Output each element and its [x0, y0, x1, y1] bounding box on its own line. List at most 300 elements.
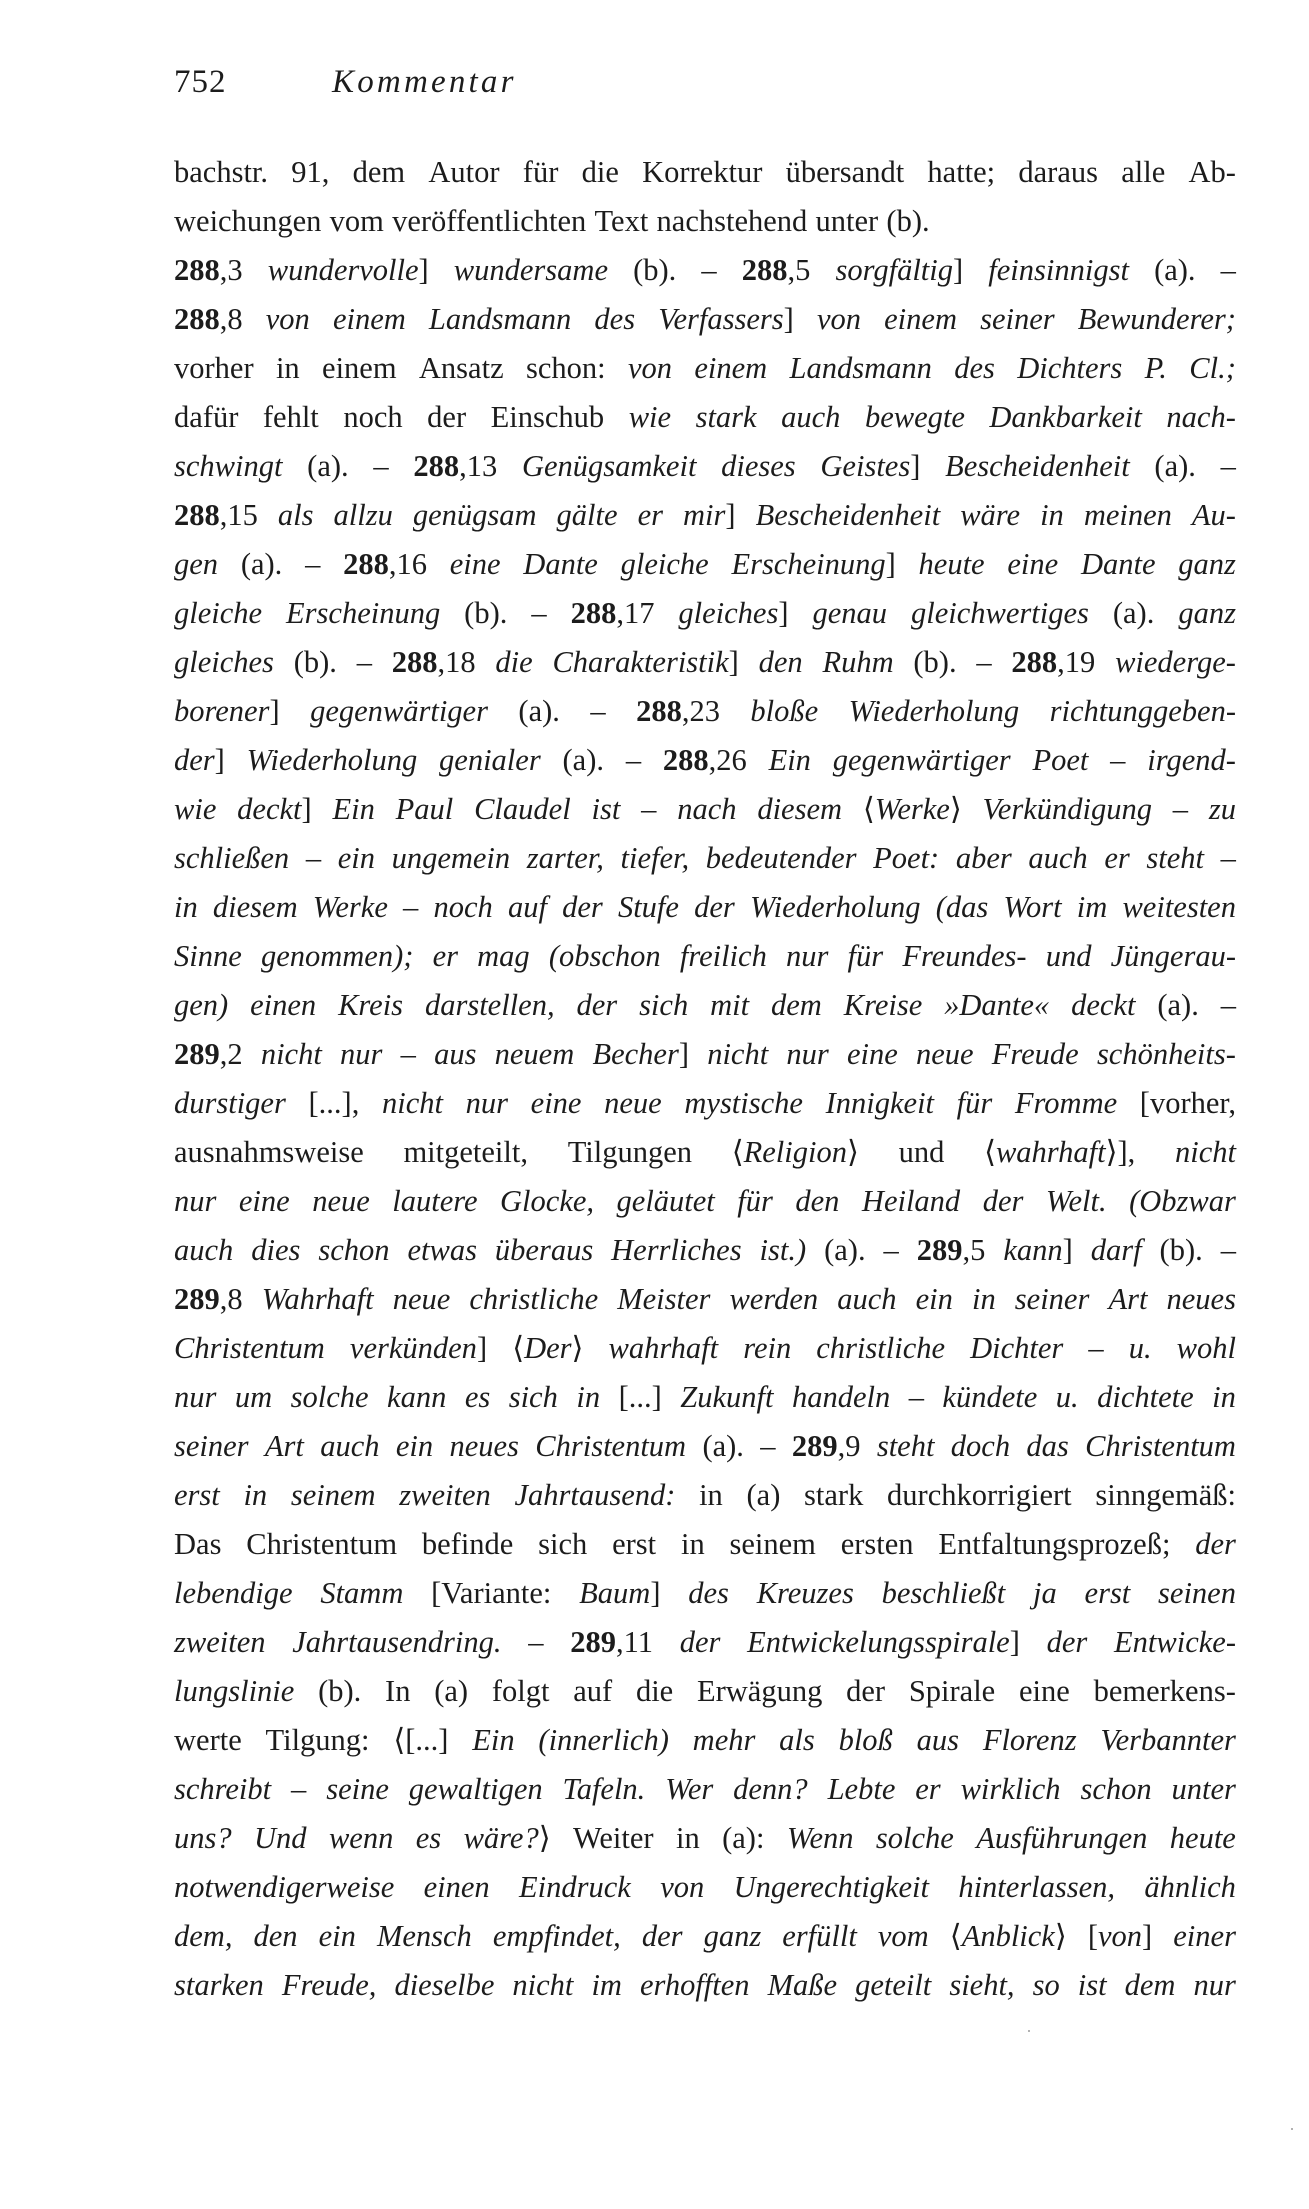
- commentary-text: (a).: [240, 547, 283, 581]
- text-line: [174, 1765, 1236, 1814]
- quoted-text: der: [641, 1919, 683, 1953]
- word: [523, 148, 559, 197]
- commentary-text: sinngemäß:: [1095, 1478, 1236, 1512]
- word: [839, 1716, 893, 1765]
- word: [282, 1961, 377, 2010]
- word: [261, 1030, 322, 1079]
- text-line: [174, 883, 1236, 932]
- quoted-text: bloße: [750, 694, 819, 728]
- word: [568, 1128, 692, 1177]
- word: [174, 1177, 216, 1226]
- quoted-text: weitesten: [1122, 890, 1236, 924]
- quoted-text: feinsinnigst: [988, 253, 1129, 287]
- commentary-text: ,5: [962, 1233, 986, 1267]
- text-line: [174, 197, 1236, 246]
- text-line: [174, 687, 1236, 736]
- quoted-text: nur: [786, 1037, 829, 1071]
- quoted-text: Verbannter: [1100, 1723, 1236, 1757]
- word: [399, 1471, 491, 1520]
- quoted-text: gen: [174, 547, 219, 581]
- lemma-reference: 289: [791, 1429, 838, 1463]
- word: [683, 491, 736, 540]
- text-line: [174, 981, 1236, 1030]
- text-line: [174, 1471, 1236, 1520]
- word: [1157, 981, 1198, 1030]
- word: [433, 932, 458, 981]
- word: [174, 295, 243, 344]
- word: [833, 736, 1011, 785]
- commentary-text: (a): [434, 1674, 469, 1708]
- word: [1080, 1765, 1151, 1814]
- word: [305, 540, 320, 589]
- quoted-text: zu: [1208, 792, 1236, 826]
- word: [174, 393, 238, 442]
- word: [704, 1912, 762, 1961]
- word: [174, 1716, 242, 1765]
- text-line: [174, 442, 1236, 491]
- quoted-text: mehr: [692, 1723, 756, 1757]
- quoted-text: für: [956, 1086, 993, 1120]
- quoted-text: borener: [174, 694, 270, 728]
- lemma-reference: 289: [174, 1037, 220, 1071]
- word: [491, 393, 605, 442]
- word: [1046, 932, 1092, 981]
- quoted-text: gleiche: [174, 596, 263, 630]
- commentary-text: ⟨: [862, 792, 875, 826]
- quoted-text: Charakteristik: [552, 645, 729, 679]
- commentary-text: ⟩: [846, 1135, 859, 1169]
- quoted-text: Welt.: [1045, 1184, 1107, 1218]
- word: [848, 932, 884, 981]
- quoted-text: als: [779, 1723, 815, 1757]
- word: [472, 1716, 514, 1765]
- word: [477, 932, 530, 981]
- commentary-text: (b).: [913, 645, 957, 679]
- quoted-text: auf: [507, 890, 547, 924]
- word: [464, 1814, 551, 1863]
- word: [688, 1569, 729, 1618]
- quoted-text: ein: [915, 1282, 953, 1316]
- commentary-text: (b).: [633, 253, 677, 287]
- quoted-text: Verkündigung: [982, 792, 1152, 826]
- word: [312, 1177, 370, 1226]
- commentary-text: werte: [174, 1723, 242, 1757]
- word: [769, 736, 811, 785]
- quoted-text: zweiten: [174, 1625, 266, 1659]
- quoted-text: Art: [1108, 1282, 1148, 1316]
- word: [1097, 1373, 1194, 1422]
- word: [1084, 491, 1172, 540]
- quoted-text: Ein: [472, 1723, 515, 1757]
- commentary-text: ]: [885, 547, 896, 581]
- quoted-text: –: [305, 841, 322, 875]
- word: [1111, 932, 1236, 981]
- word: [734, 1863, 929, 1912]
- quoted-text: Genügsamkeit: [521, 449, 697, 483]
- word: [729, 1275, 818, 1324]
- word: [878, 1912, 929, 1961]
- quoted-text: u.: [1055, 1380, 1079, 1414]
- quoted-text: verkünden: [349, 1331, 477, 1365]
- word: [493, 1912, 621, 1961]
- quoted-text: Geistes: [820, 449, 911, 483]
- word: [387, 1373, 446, 1422]
- quoted-text: einer: [1173, 1919, 1236, 1953]
- word: [174, 148, 268, 197]
- word: [680, 1373, 773, 1422]
- word: [495, 1226, 593, 1275]
- word: [174, 981, 228, 1030]
- quoted-text: erst: [1084, 1576, 1131, 1610]
- word: [538, 1716, 668, 1765]
- quoted-text: starken: [174, 1968, 264, 2002]
- word: [628, 344, 672, 393]
- word: [262, 1275, 374, 1324]
- word: [573, 1814, 654, 1863]
- word: [338, 834, 375, 883]
- word: [1144, 1863, 1236, 1912]
- word: [403, 883, 418, 932]
- quoted-text: Stufe: [617, 890, 679, 924]
- word: [449, 1422, 518, 1471]
- word: [983, 785, 1152, 834]
- word: [385, 1667, 410, 1716]
- quoted-text: wahrhaft: [995, 1135, 1106, 1169]
- quoted-text: seiner: [174, 1429, 249, 1463]
- quoted-text: für: [737, 1184, 773, 1218]
- word: [1047, 1618, 1088, 1667]
- word: [531, 1079, 582, 1128]
- word: [1026, 1422, 1068, 1471]
- lemma-reference: 288: [174, 302, 220, 336]
- word: [989, 393, 1141, 442]
- quoted-text: ist: [1077, 1968, 1107, 2002]
- word: [1221, 442, 1236, 491]
- quoted-text: gleichwertiges: [911, 596, 1089, 630]
- quoted-text: ja: [1033, 1576, 1057, 1610]
- commentary-text: (b).: [886, 204, 930, 238]
- word: [306, 834, 321, 883]
- quoted-text: der: [679, 1625, 721, 1659]
- commentary-text: –: [590, 694, 606, 728]
- quoted-text: Mensch: [376, 1919, 472, 1953]
- word: [604, 1079, 662, 1128]
- word: [174, 687, 280, 736]
- word: [174, 785, 216, 834]
- lemma-reference: 289: [174, 1282, 220, 1316]
- quoted-text: von: [627, 351, 672, 385]
- word: [1221, 981, 1236, 1030]
- word: [237, 785, 312, 834]
- word: [174, 1667, 294, 1716]
- quoted-text: Christentum: [174, 1331, 325, 1365]
- quoted-text: uns?: [174, 1821, 232, 1855]
- word: [1015, 1275, 1090, 1324]
- text-line: [174, 344, 1236, 393]
- word: [409, 1765, 543, 1814]
- quoted-text: Werke: [312, 890, 388, 924]
- word: [576, 981, 617, 1030]
- word: [174, 1373, 216, 1422]
- quoted-text: mit: [710, 988, 750, 1022]
- quoted-text: in: [174, 890, 198, 924]
- word: [617, 1275, 710, 1324]
- word: [680, 1618, 721, 1667]
- word: [265, 1422, 304, 1471]
- quoted-text: in: [1212, 1380, 1236, 1414]
- commentary-text: für: [522, 155, 559, 189]
- word: [1091, 1226, 1142, 1275]
- quoted-text: Stamm: [320, 1576, 404, 1610]
- quoted-text: dem: [771, 988, 822, 1022]
- commentary-text: seinem: [729, 1527, 816, 1561]
- word: [902, 932, 1026, 981]
- word: [1050, 687, 1236, 736]
- quoted-text: nach-: [1166, 400, 1236, 434]
- word: [790, 344, 932, 393]
- word: [792, 1373, 890, 1422]
- quoted-text: Wer: [665, 1772, 714, 1806]
- commentary-text: ,5: [787, 253, 811, 287]
- word: [291, 1765, 306, 1814]
- quoted-text: meinen: [1083, 498, 1172, 532]
- quoted-text: ein: [395, 1429, 434, 1463]
- quoted-text: u.: [1128, 1331, 1152, 1365]
- word: [612, 1520, 656, 1569]
- quoted-text: Innigkeit: [825, 1086, 935, 1120]
- word: [706, 834, 857, 883]
- word: [844, 981, 923, 1030]
- commentary-text: eine: [1019, 1674, 1070, 1708]
- word: [213, 883, 298, 932]
- commentary-text: (a): [746, 1478, 781, 1512]
- quoted-text: nur: [1193, 1968, 1236, 2002]
- quoted-text: Freude: [991, 1037, 1079, 1071]
- quoted-text: aber: [955, 841, 1012, 875]
- quoted-text: genommen);: [260, 939, 414, 973]
- word: [639, 981, 688, 1030]
- word: [174, 1961, 264, 2010]
- quoted-text: eine: [238, 1184, 290, 1218]
- quoted-text: Entwicke-: [1114, 1625, 1236, 1659]
- quoted-text: Tafeln.: [562, 1772, 646, 1806]
- commentary-text: weichungen: [174, 204, 322, 238]
- quoted-text: –: [291, 1772, 307, 1806]
- quoted-text: Eindruck: [519, 1870, 631, 1904]
- commentary-text: Ansatz: [418, 351, 504, 385]
- quoted-text: –: [641, 792, 657, 826]
- commentary-text: Ab-: [1188, 155, 1236, 189]
- word: [812, 589, 887, 638]
- commentary-text: auf: [573, 1674, 613, 1708]
- lemma-reference: 288: [636, 694, 682, 728]
- word: [174, 736, 225, 785]
- word: [549, 932, 661, 981]
- commentary-text: Einschub: [490, 400, 605, 434]
- word: [333, 295, 406, 344]
- word: [1221, 1226, 1236, 1275]
- quoted-text: Claudel: [474, 792, 571, 826]
- word: [792, 1422, 861, 1471]
- word: [942, 1373, 1037, 1422]
- quoted-text: neuem: [494, 1037, 575, 1071]
- quoted-text: gleiche: [620, 547, 709, 581]
- commentary-text: ]: [728, 645, 739, 679]
- quoted-text: sich: [508, 1380, 558, 1414]
- quoted-text: steht: [876, 1429, 935, 1463]
- quoted-text: schließen: [174, 841, 290, 875]
- commentary-text: stark: [804, 1478, 864, 1512]
- commentary-text: ,9: [837, 1429, 861, 1463]
- quoted-text: in: [971, 1282, 996, 1316]
- commentary-text: dem: [352, 155, 406, 189]
- quoted-text: bewegte: [864, 400, 965, 434]
- quoted-text: Bewunderer;: [1077, 302, 1236, 336]
- quoted-text: schwingt: [174, 449, 283, 483]
- lemma-reference: 288: [174, 253, 220, 287]
- word: [980, 295, 1055, 344]
- quoted-text: christliche: [469, 1282, 599, 1316]
- quoted-text: Anblick: [961, 1919, 1055, 1953]
- quoted-text: Landsmann: [428, 302, 572, 336]
- word: [730, 1520, 816, 1569]
- word: [396, 1422, 433, 1471]
- word: [782, 1912, 857, 1961]
- word: [983, 1177, 1024, 1226]
- word: [330, 197, 384, 246]
- word: [822, 638, 893, 687]
- word: [522, 442, 696, 491]
- quoted-text: gleiches: [174, 645, 274, 679]
- commentary-text: ⟩: [538, 1821, 551, 1855]
- word: [286, 589, 440, 638]
- quoted-text: eine: [1007, 547, 1059, 581]
- word: [863, 785, 962, 834]
- word: [1129, 1177, 1236, 1226]
- quoted-text: neue: [312, 1184, 370, 1218]
- word: [266, 295, 310, 344]
- commentary-text: –: [1220, 988, 1236, 1022]
- commentary-text: ,11: [615, 1625, 653, 1659]
- quoted-text: Art: [264, 1429, 304, 1463]
- commentary-text: [...],: [308, 1086, 360, 1120]
- word: [174, 1765, 271, 1814]
- word: [768, 1961, 837, 2010]
- quoted-text: lungslinie: [174, 1674, 295, 1708]
- quoted-text: den: [758, 645, 803, 679]
- word: [938, 1520, 1170, 1569]
- word: [1110, 736, 1125, 785]
- word: [983, 1716, 1077, 1765]
- word: [694, 344, 767, 393]
- word: [526, 344, 606, 393]
- word: [393, 1275, 451, 1324]
- word: [392, 197, 586, 246]
- page-header: [174, 62, 1236, 102]
- word: [619, 1373, 662, 1422]
- word: [254, 1912, 298, 1961]
- quoted-text: empfindet,: [492, 1919, 621, 1953]
- quoted-text: dies: [251, 1233, 301, 1267]
- word: [174, 1520, 221, 1569]
- word: [847, 1030, 898, 1079]
- lemma-reference: 288: [413, 449, 460, 483]
- quoted-text: wie: [174, 792, 217, 826]
- quoted-text: –: [1110, 743, 1126, 777]
- word: [266, 1716, 370, 1765]
- quoted-text: im: [1076, 890, 1108, 924]
- quoted-text: »Dante«: [944, 988, 1050, 1022]
- quoted-text: Bescheidenheit: [755, 498, 941, 532]
- quoted-text: noch: [433, 890, 493, 924]
- lemma-reference: 289: [570, 1625, 616, 1659]
- word: [571, 589, 655, 638]
- word: [951, 1422, 1010, 1471]
- word: [641, 785, 656, 834]
- word: [697, 1667, 822, 1716]
- quoted-text: Freude,: [281, 1968, 377, 2002]
- quoted-text: und: [1045, 939, 1092, 973]
- quoted-text: neue: [392, 1282, 451, 1316]
- quoted-text: wäre?: [463, 1821, 539, 1855]
- word: [826, 1079, 934, 1128]
- commentary-text: ]: [778, 596, 789, 630]
- word: [636, 1667, 673, 1716]
- word: [495, 1030, 575, 1079]
- word: [263, 393, 319, 442]
- word: [1081, 540, 1156, 589]
- word: [394, 1961, 494, 2010]
- commentary-text: bemerkens-: [1093, 1674, 1236, 1708]
- text-line: [174, 932, 1236, 981]
- quoted-text: so: [1032, 1968, 1060, 2002]
- commentary-text: In: [385, 1674, 411, 1708]
- text-line: [174, 1030, 1236, 1079]
- word: [246, 1520, 397, 1569]
- word: [731, 540, 895, 589]
- lemma-reference: 288: [570, 596, 617, 630]
- word: [636, 687, 720, 736]
- quoted-text: einen: [423, 1870, 490, 1904]
- commentary-text: in: [275, 351, 300, 385]
- commentary-text: (a).: [1154, 449, 1196, 483]
- commentary-text: die: [635, 1674, 674, 1708]
- commentary-text: Weiter: [573, 1821, 654, 1855]
- word: [174, 1569, 293, 1618]
- word: [1018, 148, 1098, 197]
- text-line: [174, 1373, 1236, 1422]
- quoted-text: dichtete: [1097, 1380, 1194, 1414]
- quoted-text: steht: [1146, 841, 1204, 875]
- word: [913, 638, 956, 687]
- word: [640, 1961, 750, 2010]
- word: [538, 1520, 587, 1569]
- commentary-text: hatte;: [927, 155, 996, 189]
- word: [1097, 1030, 1236, 1079]
- word: [576, 1373, 600, 1422]
- word: [373, 442, 388, 491]
- quoted-text: die: [495, 645, 533, 679]
- commentary-text: ,8: [219, 302, 243, 336]
- word: [899, 1128, 945, 1177]
- word: [174, 1030, 243, 1079]
- commentary-text: noch: [343, 400, 403, 434]
- word: [609, 1324, 719, 1373]
- page-number: 752: [174, 64, 227, 100]
- quoted-text: als: [277, 498, 314, 532]
- quoted-text: nicht: [512, 1968, 574, 2002]
- quoted-text: in: [1040, 498, 1064, 532]
